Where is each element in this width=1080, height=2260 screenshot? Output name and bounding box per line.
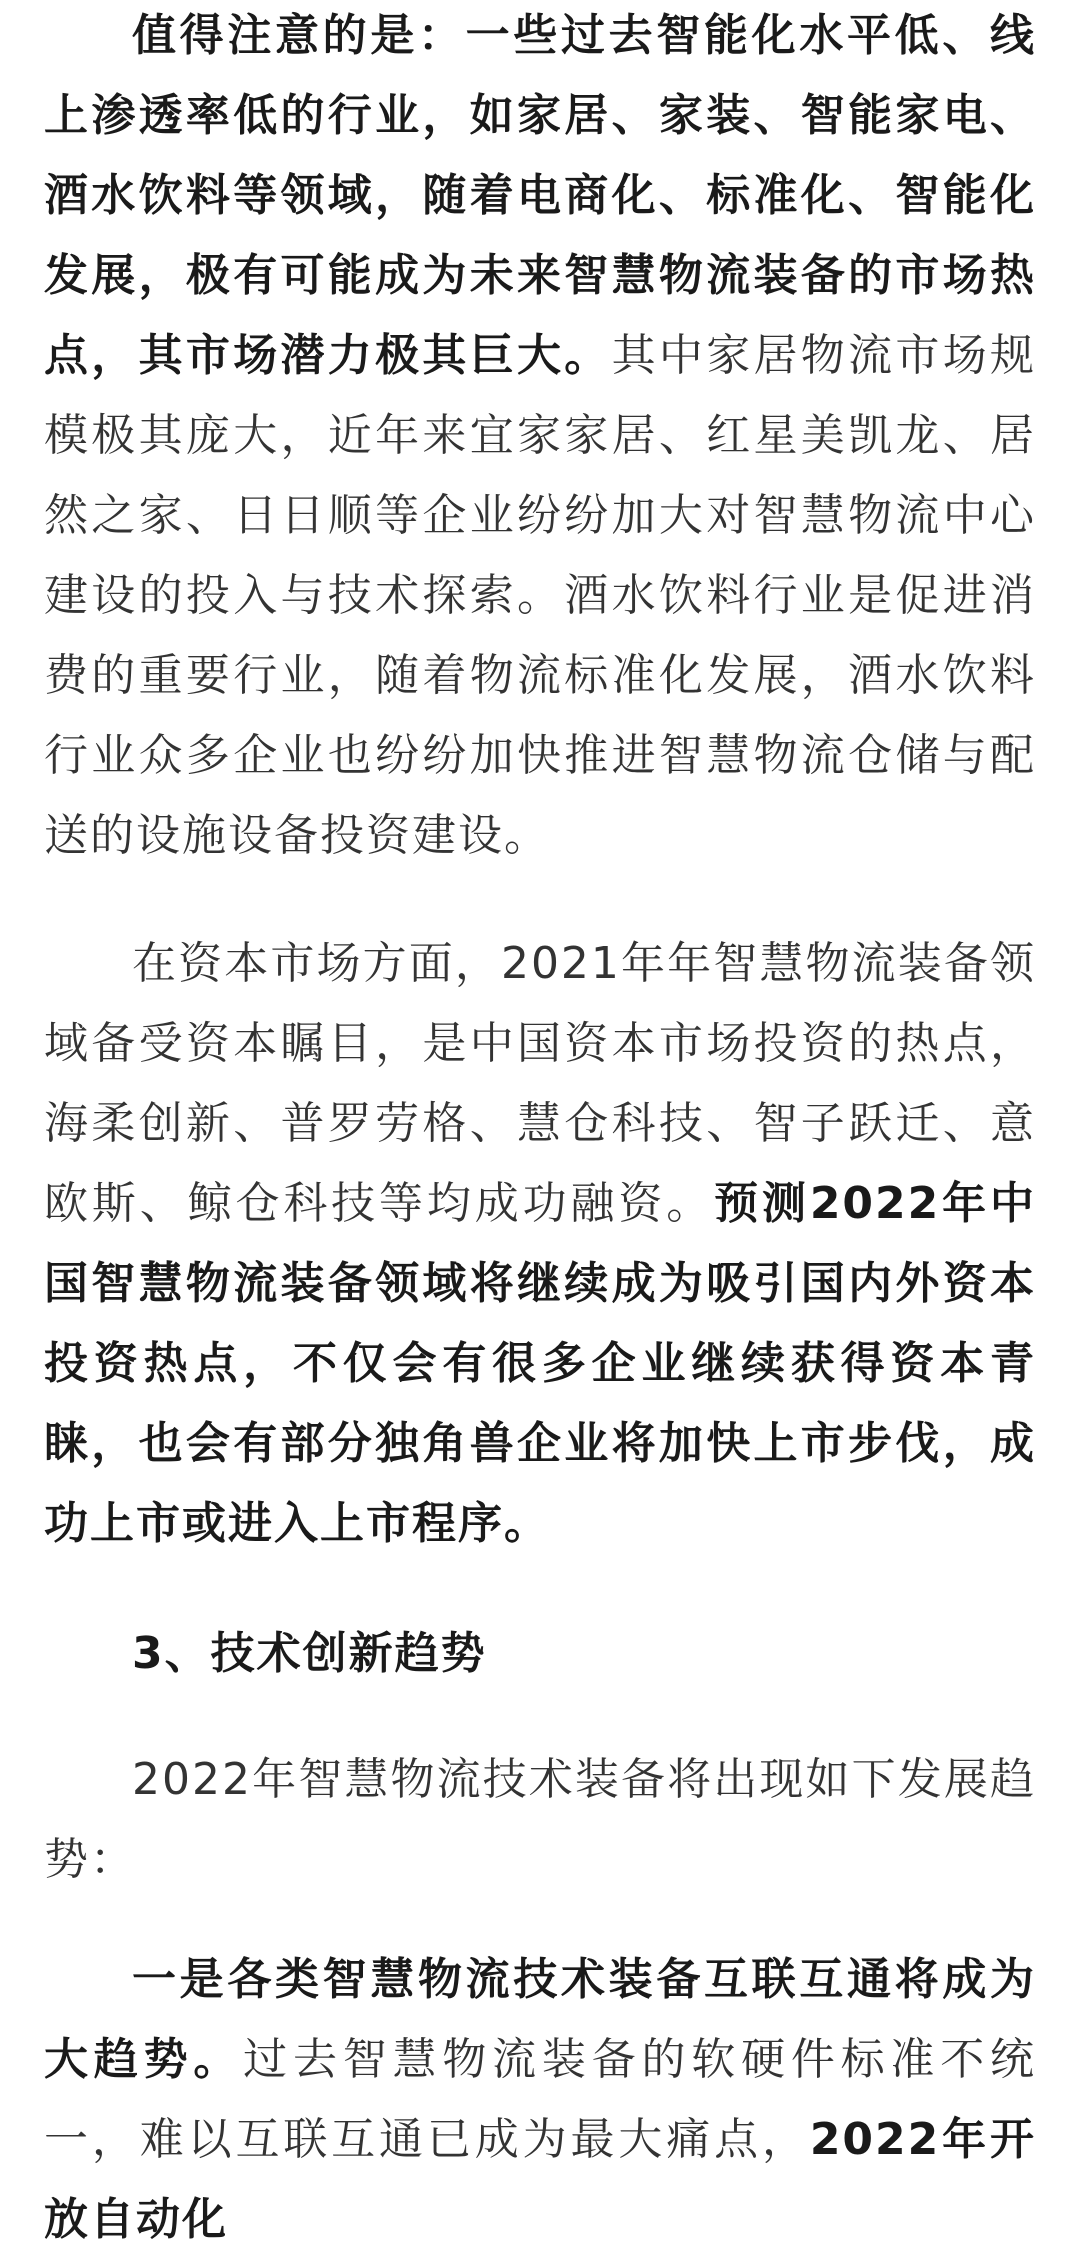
paragraph-text: 在资本市场方面，2021年年智慧物流装备领域备受资本瞩目，是中国资本市场投资的热点，海柔创新、普罗劳格、慧仓科技、智子跃迁、意欧斯、鲸仓科技等均成功融资。 [44, 938, 1036, 1229]
paragraph-bold-text: 2022年开放自动化 [44, 2114, 1036, 2245]
paragraph-text: 其中家居物流市场规模极其庞大，近年来宜家家居、红星美凯龙、居然之家、日日顺等企业纷纷加大对智慧物流中心建设的投入与技术探索。酒水饮料行业是促进消费的重要行业，随着物流标准化发展，酒水饮料行业众多企业也纷纷加快推进智慧物流仓储与配送的设施设备投资建设。 [44, 330, 1037, 861]
paragraph-bold-text: 预测2022年中国智慧物流装备领域将继续成为吸引国内外资本投资热点，不仅会有很多企业继续获得资本青睐，也会有部分独角兽企业将加快上市步伐，成功上市或进入上市程序。 [44, 1178, 1037, 1549]
paragraph-bold-text: 值得注意的是：一些过去智能化水平低、线上渗透率低的行业，如家居、家装、智能家电、酒水饮料等领域，随着电商化、标准化、智能化发展，极有可能成为未来智慧物流装备的市场热点，其市场潜力极其巨大。 [44, 10, 1036, 381]
paragraph-market-hotspots [44, 0, 1036, 876]
paragraph-trends-intro: 2022年智慧物流技术装备将出现如下发展趋势： [44, 1754, 1036, 1885]
paragraph-bold-text: 一是各类智慧物流技术装备互联互通将成为大趋势。 [44, 1954, 1036, 2085]
paragraph-capital-market [44, 924, 1036, 1564]
paragraph-text: 过去智慧物流装备的软硬件标准不统一，难以互联互通已成为最大痛点， [44, 2034, 1037, 2165]
section-heading: 3、技术创新趋势 [132, 1628, 487, 1679]
paragraph-interconnection [44, 1940, 1036, 2260]
